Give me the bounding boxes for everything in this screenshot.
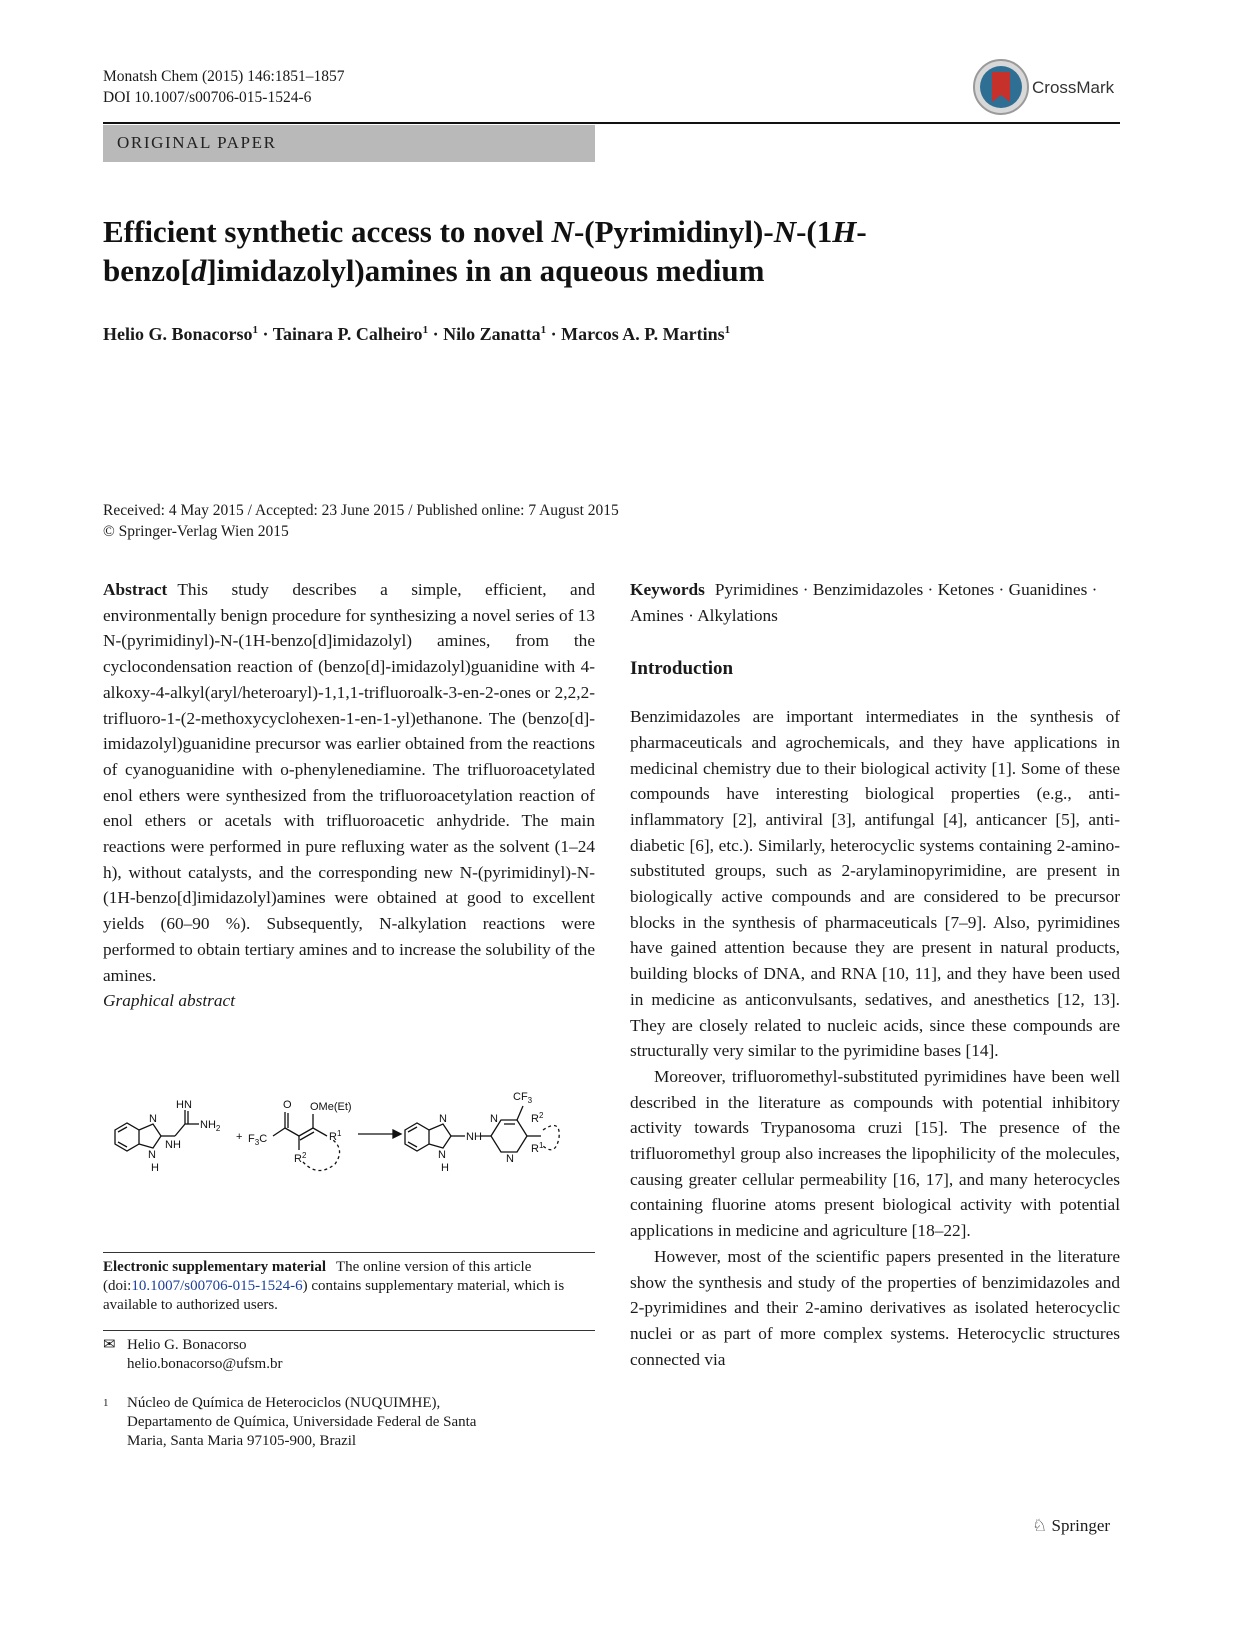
svg-text:NH: NH xyxy=(165,1139,181,1151)
author-email[interactable]: helio.bonacorso@ufsm.br xyxy=(127,1356,283,1372)
intro-paragraph-3: However, most of the scientific papers presented in the literature show the synthesis and study of the properties of benzimidazoles and 2-pyrimidines and their 2-amino derivatives as isolated heterocyclic nuclei or as part of more complex systems. Heterocyclic structures connected via xyxy=(630,1246,1120,1369)
corresponding-author: Helio G. Bonacorso xyxy=(127,1337,247,1353)
reaction-scheme xyxy=(103,1078,595,1198)
esm-doi-link[interactable]: 10.1007/s00706-015-1524-6 xyxy=(131,1278,303,1294)
svg-text:R1: $R^1$ xyxy=(329,1129,342,1143)
crossmark-badge[interactable] xyxy=(972,58,1120,116)
publisher-logo xyxy=(1032,1516,1110,1536)
header-rule xyxy=(103,122,1120,124)
svg-text:N: N xyxy=(490,1113,498,1125)
affiliation: 1 Núcleo de Química de Heterociclos (NUQUIMHE), Departamento de Química, Universidade Federal de Santa Maria, Santa Maria 97105-900, Brazil xyxy=(103,1395,477,1449)
author-name: Tainara P. Calheiro xyxy=(272,324,423,344)
crossmark-icon xyxy=(972,58,1030,116)
section-banner xyxy=(103,125,595,162)
benzimidazolyl-guanidine xyxy=(115,1110,199,1151)
doi-line[interactable]: DOI 10.1007/s00706-015-1524-6 xyxy=(103,89,312,106)
svg-text:NH: NH xyxy=(466,1131,482,1143)
abstract-section xyxy=(103,577,595,1014)
svg-text:N: N xyxy=(439,1113,447,1125)
envelope-icon: ✉ xyxy=(103,1337,116,1353)
history-dates: Received: 4 May 2015 / Accepted: 23 June 2015 / Published online: 7 August 2015 xyxy=(103,502,619,519)
author-name: Helio G. Bonacorso xyxy=(103,324,253,344)
svg-text:O: O xyxy=(283,1099,292,1111)
crossmark-label: CrossMark xyxy=(1032,78,1115,97)
svg-text:N: N xyxy=(506,1153,514,1165)
svg-text:CF3: $CF_3$ xyxy=(513,1091,533,1105)
esm-rule xyxy=(103,1252,595,1253)
svg-text:F3C: $F_3C$ xyxy=(248,1133,268,1147)
journal-volume-line: Monatsh Chem (2015) 146:1851–1857 xyxy=(103,68,345,85)
keywords-label: Keywords xyxy=(630,580,705,599)
svg-text:N: N xyxy=(149,1113,157,1125)
introduction-heading: Introduction xyxy=(630,658,734,680)
abstract-label: Abstract xyxy=(103,580,168,599)
svg-text:+: + xyxy=(236,1131,243,1143)
esm-label: Electronic supplementary material xyxy=(103,1259,327,1275)
supplementary-note: Electronic supplementary material The online version of this article (doi:10.1007/s00706-015-1524-6) contains supplementary material, which is available to authorized users. xyxy=(103,1259,565,1313)
intro-paragraph-1: Benzimidazoles are important intermediates in the synthesis of pharmaceuticals and agrochemicals, and they have applications in medicinal chemistry due to their biological activity [1]. Some of these compounds have interesting biological properties (e.g., anti-inflammatory [2], antiviral [3], antifungal [4], anticancer [5], anti-diabetic [6], etc.). Similarly, heterocyclic systems containing 2-amino-substituted groups, such as 2-arylaminopyrimidine, are present in biologically active compounds and are considered to be precursor blocks in the synthesis of pharmaceuticals [7–9]. Also, pyrimidines have gained attention because they are present in natural products, building blocks of DNA, and RNA [10, 11], and they have been used in medicine as anticonvulsants, sedatives, and anesthetics [12, 13]. They are closely related to nucleic acids, since these compounds are structurally very similar to the pyrimidine bases [14]. xyxy=(630,707,1120,1061)
svg-text:R1: $R^1$ xyxy=(531,1141,544,1155)
svg-text:N: N xyxy=(438,1149,446,1161)
publication-dates xyxy=(103,500,619,542)
author-list: Helio G. Bonacorso$^1$ · Tainara P. Calheiro$^1$ · Nilo Zanatta$^1$ · Marcos A. P. Martins$^1$ xyxy=(103,324,731,344)
svg-text:H: H xyxy=(151,1162,159,1174)
keywords-text: Pyrimidines · Benzimidazoles · Ketones · Guanidines · Amines · Alkylations xyxy=(630,580,1098,625)
intro-paragraph-2: Moreover, trifluoromethyl-substituted pyrimidines have been well described in the literature as compounds with potential inhibitory activity towards Trypanosoma cruzi [15]. The presence of the trifluoromethyl group also increases the lipophilicity of the molecules, causing greater cellular permeability [16, 17], and many heterocycles containing fluorine atoms present biological activity with potential applications in medicine and agriculture [18–22]. xyxy=(630,1066,1120,1241)
svg-text:R2: $R^2$ xyxy=(531,1111,544,1125)
svg-text:R2: $R^2$ xyxy=(294,1151,307,1165)
author-name: Nilo Zanatta xyxy=(443,324,541,344)
svg-text:HN: HN xyxy=(176,1099,192,1111)
svg-text:OMe(Et): OMe(Et) xyxy=(310,1101,352,1113)
correspondence-rule xyxy=(103,1330,595,1331)
copyright: © Springer-Verlag Wien 2015 xyxy=(103,523,289,540)
springer-horse-icon: ♘ xyxy=(1032,1516,1048,1535)
svg-text:H: H xyxy=(441,1162,449,1174)
graphical-abstract-label: Graphical abstract xyxy=(103,991,236,1011)
reaction-arrow xyxy=(358,1130,401,1138)
author-name: Marcos A. P. Martins xyxy=(561,324,725,344)
publisher-name: Springer xyxy=(1051,1516,1111,1535)
right-column xyxy=(630,577,1120,1372)
correspondence xyxy=(103,1336,595,1374)
svg-text:NH2: $NH_2$ xyxy=(200,1119,221,1133)
abstract-text: This study describes a simple, efficient, and environmentally benign procedure for synthesizing a novel series of 13 N-(pyrimidinyl)-N-(1H-benzo[d]imidazolyl) amines, from the cyclocondensation reaction of (benzo[d]-imidazolyl)guanidine with 4-alkoxy-4-alkyl(aryl/heteroaryl)-1,1,1-trifluoroalk-3-en-2-ones or 2,2,2-trifluoro-1-(2-methoxycyclohexen-1-en-1-yl)ethanone. The (benzo[d]-imidazolyl)guanidine precursor was earlier obtained from the reactions of cyanoguanidine with o-phenylenediamine. The trifluoroacetylated enol ethers were synthesized from the trifluoroacetylation reaction of enol ethers or acetals with trifluoroacetic anhydride. The main reactions were performed in pure refluxing water as the solvent (1–24 h), without catalysts, and the corresponding new N-(pyrimidinyl)-N-(1H-benzo[d]imidazolyl)amines were obtained at good to excellent yields (60–90 %). Subsequently, N-alkylation reactions were performed to obtain tertiary amines and to increase the solubility of the amines. xyxy=(103,580,595,985)
paper-title: Efficient synthetic access to novel N-(Pyrimidinyl)-N-(1H- benzo[d]imidazolyl)amines in an aqueous medium xyxy=(103,214,867,288)
svg-text:N: N xyxy=(148,1149,156,1161)
journal-citation xyxy=(103,66,345,108)
affiliation-number: 1 xyxy=(103,1397,109,1409)
section-label: ORIGINAL PAPER xyxy=(117,133,277,152)
